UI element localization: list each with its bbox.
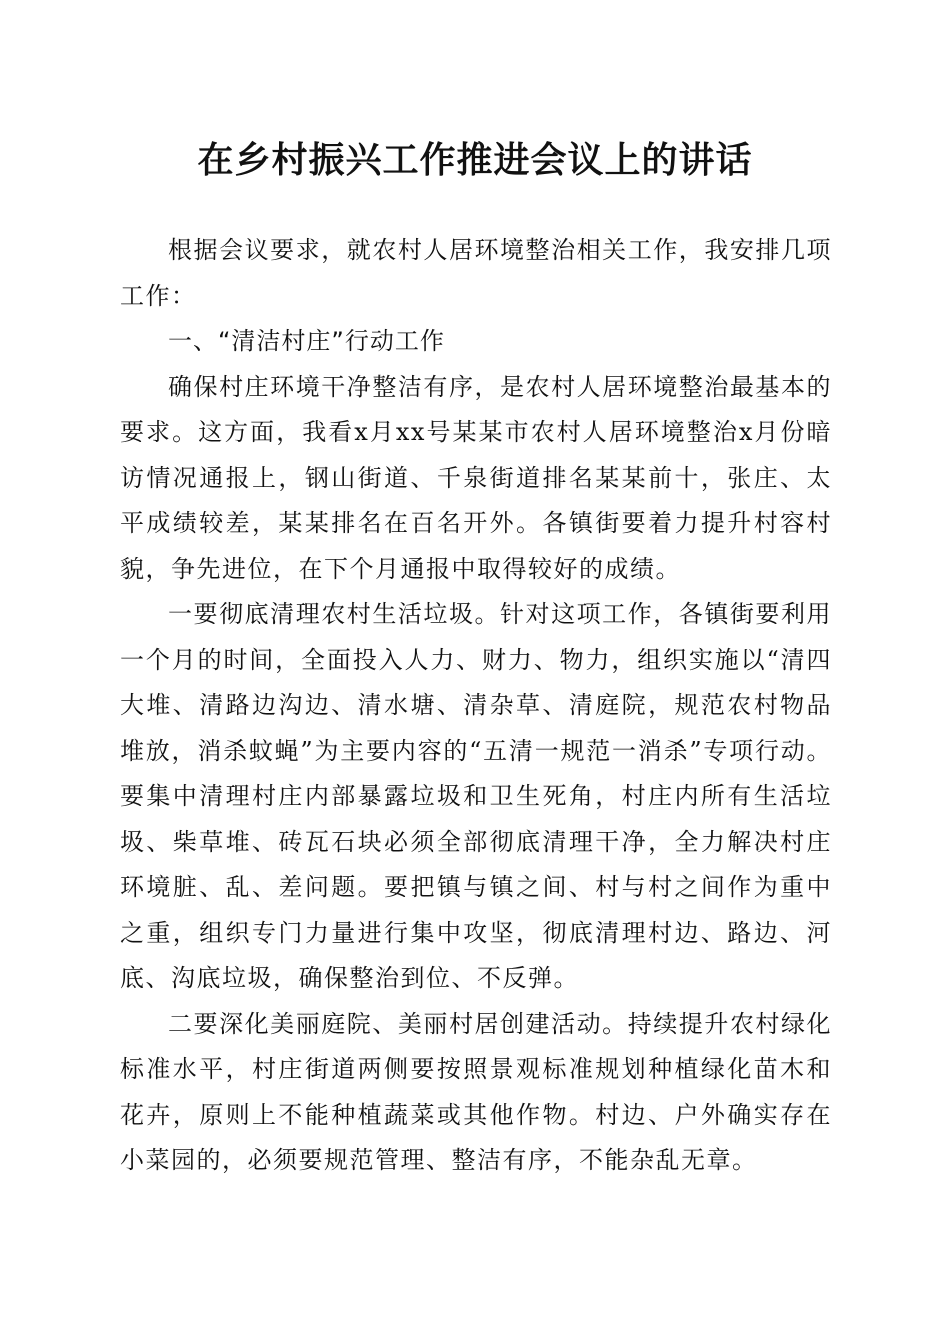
- body-paragraph: 二要深化美丽庭院、美丽村居创建活动。持续提升农村绿化标准水平，村庄街道两侧要按照景观标准规划种植绿化苗木和花卉，原则上不能种植蔬菜或其他作物。村边、户外确实存在小菜园的，必须要规范管理、整洁有序，不能杂乱无章。: [120, 1009, 832, 1174]
- intro-paragraph: 根据会议要求，就农村人居环境整治相关工作，我安排几项工作：: [120, 236, 832, 310]
- page-title: 在乡村振兴工作推进会议上的讲话: [197, 139, 753, 181]
- section-heading: 一、“清洁村庄”行动工作: [168, 327, 445, 355]
- document-body: [120, 228, 832, 1184]
- body-paragraph: 确保村庄环境干净整洁有序，是农村人居环境整治最基本的要求。这方面，我看x月xx号某某市农村人居环境整治x月份暗访情况通报上，钢山街道、千泉街道排名某某前十，张庄、太平成绩较差，某某排名在百名开外。各镇街要着力提升村容村貌，争先进位，在下个月通报中取得较好的成绩。: [120, 372, 832, 583]
- body-paragraph: 一要彻底清理农村生活垃圾。针对这项工作，各镇街要利用一个月的时间，全面投入人力、财力、物力，组织实施以“清四大堆、清路边沟边、清水塘、清杂草、清庭院，规范农村物品堆放，消杀蚊蝇”为主要内容的“五清一规范一消杀”专项行动。要集中清理村庄内部暴露垃圾和卫生死角，村庄内所有生活垃圾、柴草堆、砖瓦石块必须全部彻底清理干净，全力解决村庄环境脏、乱、差问题。要把镇与镇之间、村与村之间作为重中之重，组织专门力量进行集中攻坚，彻底清理村边、路边、河底、沟底垃圾，确保整治到位、不反弹。: [120, 600, 832, 992]
